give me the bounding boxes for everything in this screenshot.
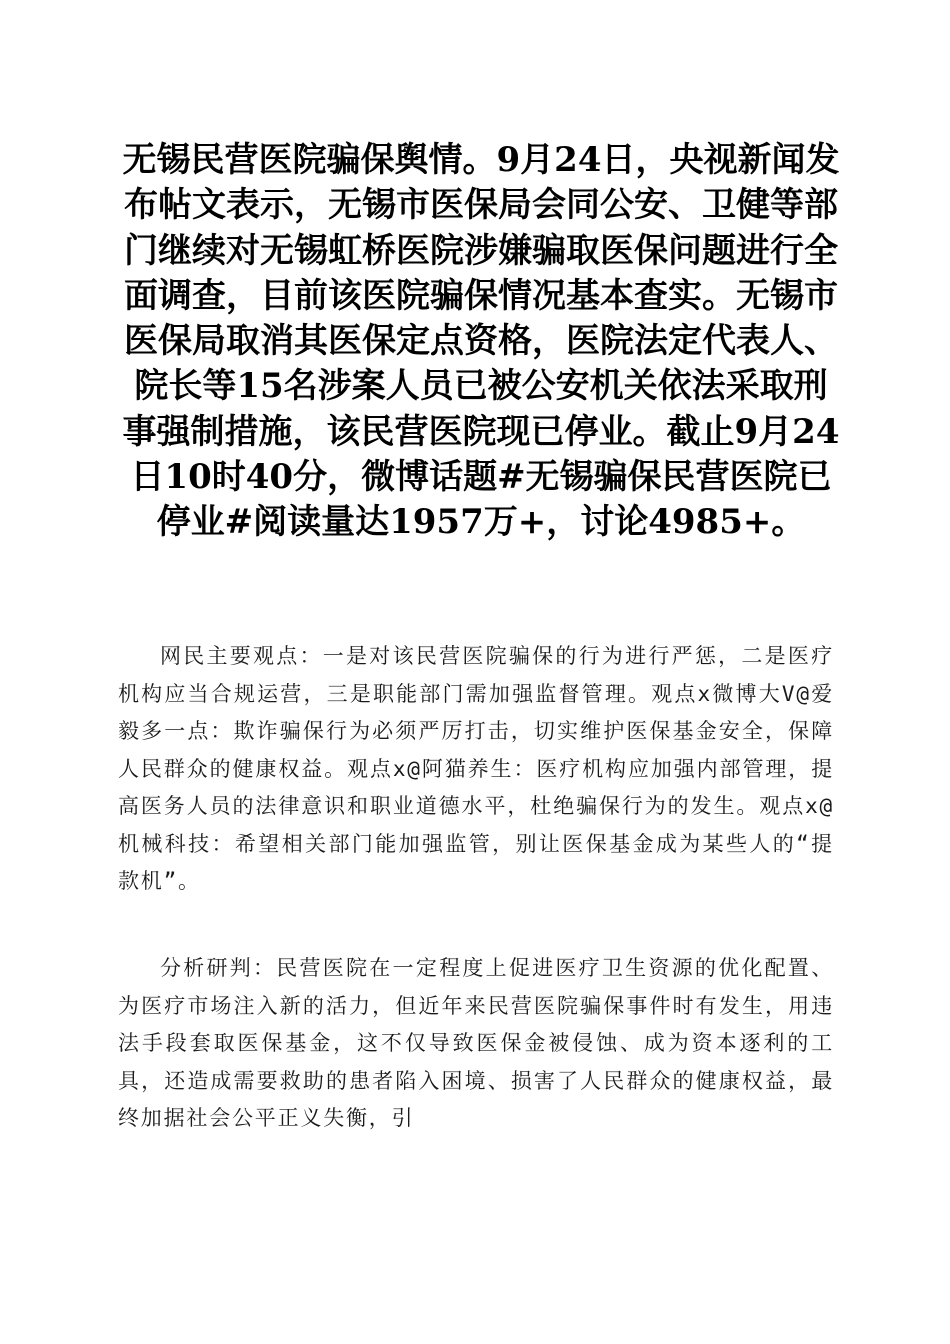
headline-paragraph: 无锡民营医院骗保舆情。9月24日，央视新闻发布帖文表示，无锡市医保局会同公安、卫健等部门继续对无锡虹桥医院涉嫌骗取医保问题进行全面调查，目前该医院骗保情况基本查实。无锡市医保局取消其医保定点资格，医院法定代表人、院长等15名涉案人员已被公安机关依法采取刑事强制措施，该民营医院现已停业。截止9月24日10时40分，微博话题#无锡骗保民营医院已停业#阅读量达1957万+，讨论4985+。 [122,140,840,543]
netizen-views-paragraph: 网民主要观点：一是对该民营医院骗保的行为进行严惩，二是医疗机构应当合规运营，三是职能部门需加强监督管理。观点x微博大V@爱毅多一点：欺诈骗保行为必须严厉打击，切实维护医保基金安全，保障人民群众的健康权益。观点x@阿猫养生：医疗机构应加强内部管理，提高医务人员的法律意识和职业道德水平，杜绝骗保行为的发生。观点x@机械科技：希望相关部门能加强监管，别让医保基金成为某些人的“提款机”。 [118,644,834,893]
analysis-paragraph: 分析研判：民营医院在一定程度上促进医疗卫生资源的优化配置、为医疗市场注入新的活力，但近年来民营医院骗保事件时有发生，用违法手段套取医保基金，这不仅导致医保金被侵蚀、成为资本逐利的工具，还造成需要救助的患者陷入困境、损害了人民群众的健康权益，最终加据社会公平正义失衡，引 [118,956,834,1130]
